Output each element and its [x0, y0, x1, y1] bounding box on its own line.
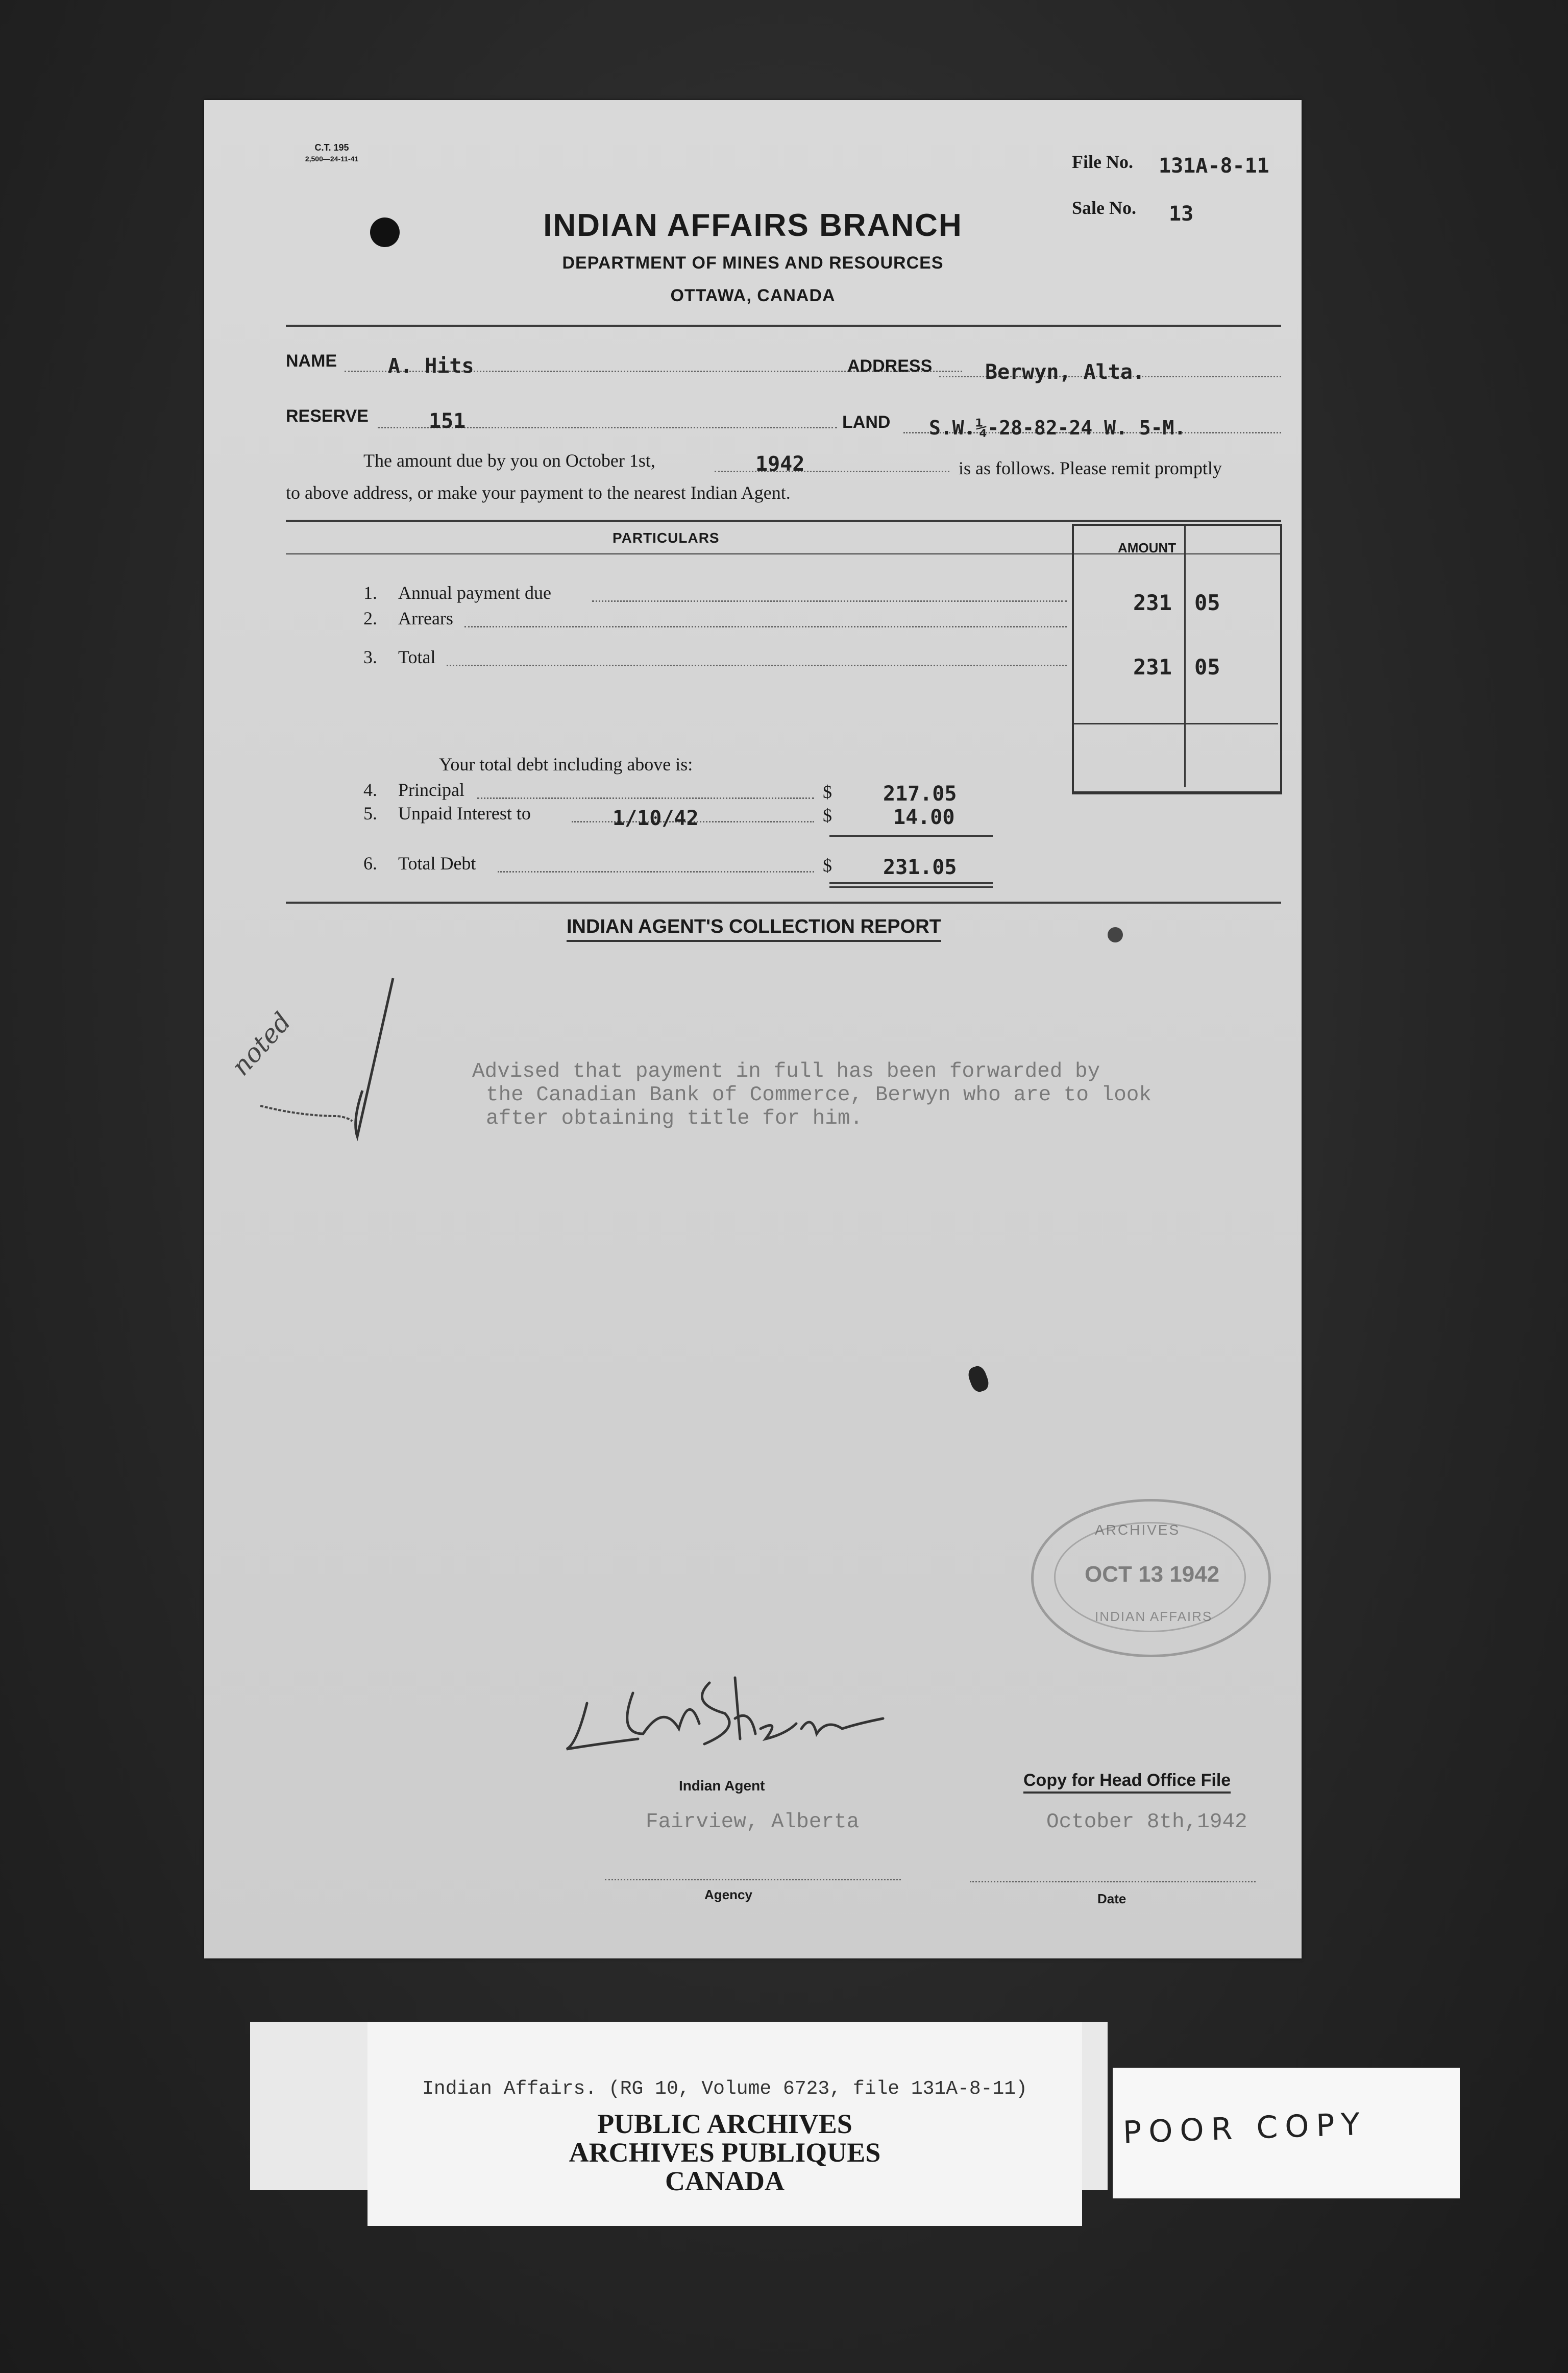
indian-agent-label: Indian Agent	[679, 1778, 765, 1794]
total-debt-number: 6.	[363, 853, 377, 874]
agency-value: Fairview, Alberta	[646, 1810, 860, 1834]
branch-title: INDIAN AFFAIRS BRANCH	[543, 208, 963, 243]
as-follows-text: is as follows. Please remit promptly	[959, 458, 1222, 478]
currency-symbol: $	[823, 805, 832, 826]
ink-mark	[966, 1364, 991, 1394]
department-title: DEPARTMENT OF MINES AND RESOURCES	[562, 253, 944, 273]
archive-citation: Indian Affairs. (RG 10, Volume 6723, file 131A-8-11)	[422, 2078, 1027, 2100]
reserve-value: 151	[429, 409, 466, 433]
poor-copy-note: POOR COPY	[1122, 2106, 1368, 2151]
name-label: NAME	[286, 351, 337, 371]
row-dotted-line	[447, 665, 1067, 666]
location-title: OTTAWA, CANADA	[670, 286, 836, 305]
file-number-value: 131A-8-11	[1159, 154, 1269, 178]
debt-intro: Your total debt including above is:	[439, 754, 693, 774]
sale-number-label: Sale No.	[1072, 198, 1136, 218]
particulars-header: PARTICULARS	[612, 530, 720, 546]
principal-label: Principal	[398, 780, 464, 800]
form-code	[301, 142, 362, 164]
principal-number: 4.	[363, 780, 377, 800]
land-value: S.W.¼-28-82-24 W. 5-M.	[929, 417, 1186, 439]
interest-number: 5.	[363, 803, 377, 824]
archive-label-card	[368, 2022, 1082, 2226]
form-code-line2: 2,500—24-11-41	[305, 155, 359, 163]
agency-label: Agency	[704, 1887, 752, 1902]
archive-name-fr: ARCHIVES PUBLIQUES	[569, 2137, 881, 2168]
address-value: Berwyn, Alta.	[985, 360, 1145, 384]
interest-label: Unpaid Interest to	[398, 803, 531, 824]
address-label: ADDRESS	[847, 356, 933, 376]
date-label: Date	[1097, 1891, 1126, 1906]
row-label: Annual payment due	[398, 583, 551, 603]
particulars-top-rule	[286, 520, 1281, 522]
document-sheet	[204, 100, 1302, 1958]
agency-dotted-line	[605, 1879, 901, 1880]
date-value: October 8th,1942	[1046, 1810, 1247, 1834]
row-number: 1.	[363, 583, 377, 603]
row-label: Arrears	[398, 608, 453, 628]
stamp-top-text: ARCHIVES	[1095, 1522, 1181, 1538]
copy-for-head-office-label: Copy for Head Office File	[1023, 1771, 1231, 1794]
year-value: 1942	[755, 452, 805, 476]
year-dotted-line	[715, 471, 949, 472]
principal-dotted-line	[477, 797, 814, 799]
interest-date: 1/10/42	[612, 807, 699, 830]
total-debt-rule-1	[829, 882, 993, 884]
name-value: A. Hits	[388, 354, 474, 378]
amount-cents: 05	[1194, 590, 1220, 615]
file-number-label: File No.	[1072, 152, 1133, 172]
stamp-date: OCT 13 1942	[1085, 1562, 1220, 1587]
header-rule	[286, 325, 1281, 327]
amount-cents: 05	[1194, 655, 1220, 680]
archive-country: CANADA	[665, 2166, 785, 2196]
archive-name-en: PUBLIC ARCHIVES	[597, 2109, 852, 2139]
row-dotted-line	[464, 626, 1067, 627]
total-debt-dotted-line	[498, 871, 814, 873]
remit-text: to above address, or make your payment to the nearest Indian Agent.	[286, 482, 791, 503]
total-debt-value: 231.05	[883, 856, 957, 879]
amount-header: AMOUNT	[1118, 540, 1177, 555]
land-label: LAND	[842, 413, 891, 432]
amount-due-text: The amount due by you on October 1st,	[363, 450, 655, 471]
row-number: 2.	[363, 608, 377, 628]
date-dotted-line	[970, 1881, 1256, 1882]
row-label: Total	[398, 647, 436, 667]
debt-sum-rule	[829, 835, 993, 837]
currency-symbol: $	[823, 782, 832, 802]
row-dotted-line	[592, 600, 1067, 602]
reserve-label: RESERVE	[286, 406, 369, 426]
margin-note: noted	[226, 1007, 297, 1081]
form-code-line1: C.T. 195	[314, 142, 349, 153]
principal-value: 217.05	[883, 782, 957, 806]
row-number: 3.	[363, 647, 377, 667]
amount-box	[1072, 524, 1282, 794]
agent-signature	[556, 1673, 914, 1764]
report-line-3: after obtaining title for him.	[486, 1107, 863, 1130]
received-stamp	[1031, 1499, 1271, 1657]
interest-value: 14.00	[893, 806, 955, 829]
currency-symbol: $	[823, 855, 832, 876]
collection-report-heading: INDIAN AGENT'S COLLECTION REPORT	[567, 916, 941, 942]
total-debt-label: Total Debt	[398, 853, 476, 874]
total-debt-rule-2	[829, 886, 993, 888]
amount-dollars: 231	[1133, 655, 1172, 680]
report-line-1: Advised that payment in full has been forwarded by	[472, 1060, 1100, 1083]
amount-total-rule	[1074, 723, 1278, 724]
poor-copy-card	[1113, 2068, 1460, 2198]
amount-cents-divider	[1184, 526, 1186, 787]
handwritten-checkmark	[225, 968, 419, 1152]
report-line-2: the Canadian Bank of Commerce, Berwyn who are to look	[486, 1083, 1152, 1107]
stamp-bottom-text: INDIAN AFFAIRS	[1095, 1609, 1213, 1624]
ink-blot	[1108, 927, 1123, 942]
sale-number-value: 13	[1169, 202, 1194, 226]
amount-dollars: 231	[1133, 590, 1172, 615]
section-divider	[286, 902, 1281, 904]
